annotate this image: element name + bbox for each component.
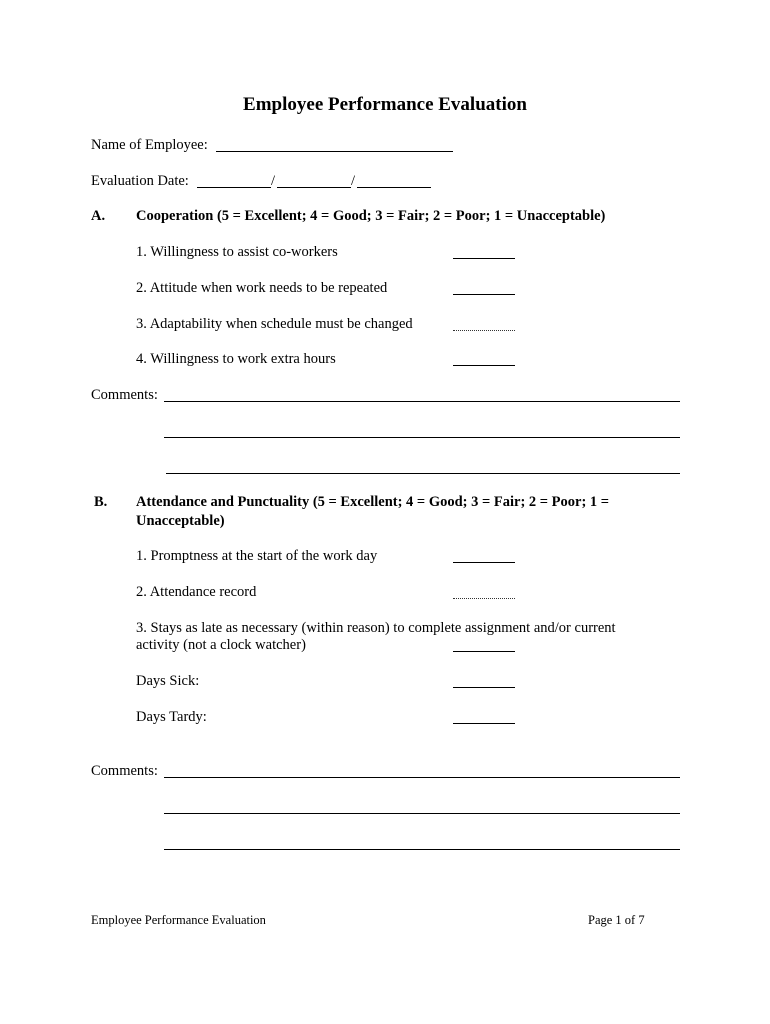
section-b-comments-line-1[interactable] (164, 777, 680, 778)
section-a-comments-label: Comments: (91, 387, 158, 403)
section-b-comments-label: Comments: (91, 763, 158, 779)
section-b-comments-line-3[interactable] (164, 849, 680, 850)
section-a-comments-line-2[interactable] (164, 437, 680, 438)
section-b-item-2: 2. Attendance record (136, 584, 257, 600)
section-a-heading: Cooperation (5 = Excellent; 4 = Good; 3 = Fair; 2 = Poor; 1 = Unacceptable) (136, 208, 606, 224)
employee-name-field[interactable] (216, 151, 453, 152)
section-a-item-3: 3. Adaptability when schedule must be changed (136, 316, 413, 332)
employee-name-label: Name of Employee: (91, 137, 208, 153)
evaluation-date-year-field[interactable] (357, 187, 431, 188)
evaluation-date-day-field[interactable] (277, 187, 351, 188)
page-title: Employee Performance Evaluation (243, 94, 527, 115)
footer-document-title: Employee Performance Evaluation (91, 913, 266, 927)
days-tardy-field[interactable] (453, 723, 515, 724)
section-b-item-1: 1. Promptness at the start of the work day (136, 548, 378, 564)
days-tardy-label: Days Tardy: (136, 709, 207, 725)
section-b-heading-line-1: Attendance and Punctuality (5 = Excellent; 4 = Good; 3 = Fair; 2 = Poor; 1 = (136, 494, 610, 510)
footer-page-number: Page 1 of 7 (588, 913, 645, 927)
section-a-item-3-rating-field[interactable] (453, 330, 515, 331)
section-b-heading-line-2: Unacceptable) (136, 513, 225, 529)
section-a-item-1-rating-field[interactable] (453, 258, 515, 259)
evaluation-date-month-field[interactable] (197, 187, 271, 188)
section-a-item-4: 4. Willingness to work extra hours (136, 351, 336, 367)
section-a-item-1: 1. Willingness to assist co-workers (136, 244, 338, 260)
section-b-comments-line-2[interactable] (164, 813, 680, 814)
days-sick-label: Days Sick: (136, 673, 200, 689)
date-separator: / (351, 173, 356, 189)
evaluation-date-label: Evaluation Date: (91, 173, 189, 189)
section-a-item-4-rating-field[interactable] (453, 365, 515, 366)
section-b-item-3-line-2: activity (not a clock watcher) (136, 637, 306, 653)
section-a-item-2: 2. Attitude when work needs to be repeated (136, 280, 388, 296)
section-b-item-3-rating-field[interactable] (453, 651, 515, 652)
section-a-comments-line-1[interactable] (164, 401, 680, 402)
section-b-item-2-rating-field[interactable] (453, 598, 515, 599)
section-a-comments-line-3[interactable] (166, 473, 680, 474)
section-a-letter: A. (91, 208, 106, 224)
section-a-item-2-rating-field[interactable] (453, 294, 515, 295)
section-b-item-1-rating-field[interactable] (453, 562, 515, 563)
days-sick-field[interactable] (453, 687, 515, 688)
section-b-item-3-line-1: 3. Stays as late as necessary (within reason) to complete assignment and/or current (136, 620, 616, 636)
date-separator: / (271, 173, 276, 189)
section-b-letter: B. (94, 494, 108, 510)
